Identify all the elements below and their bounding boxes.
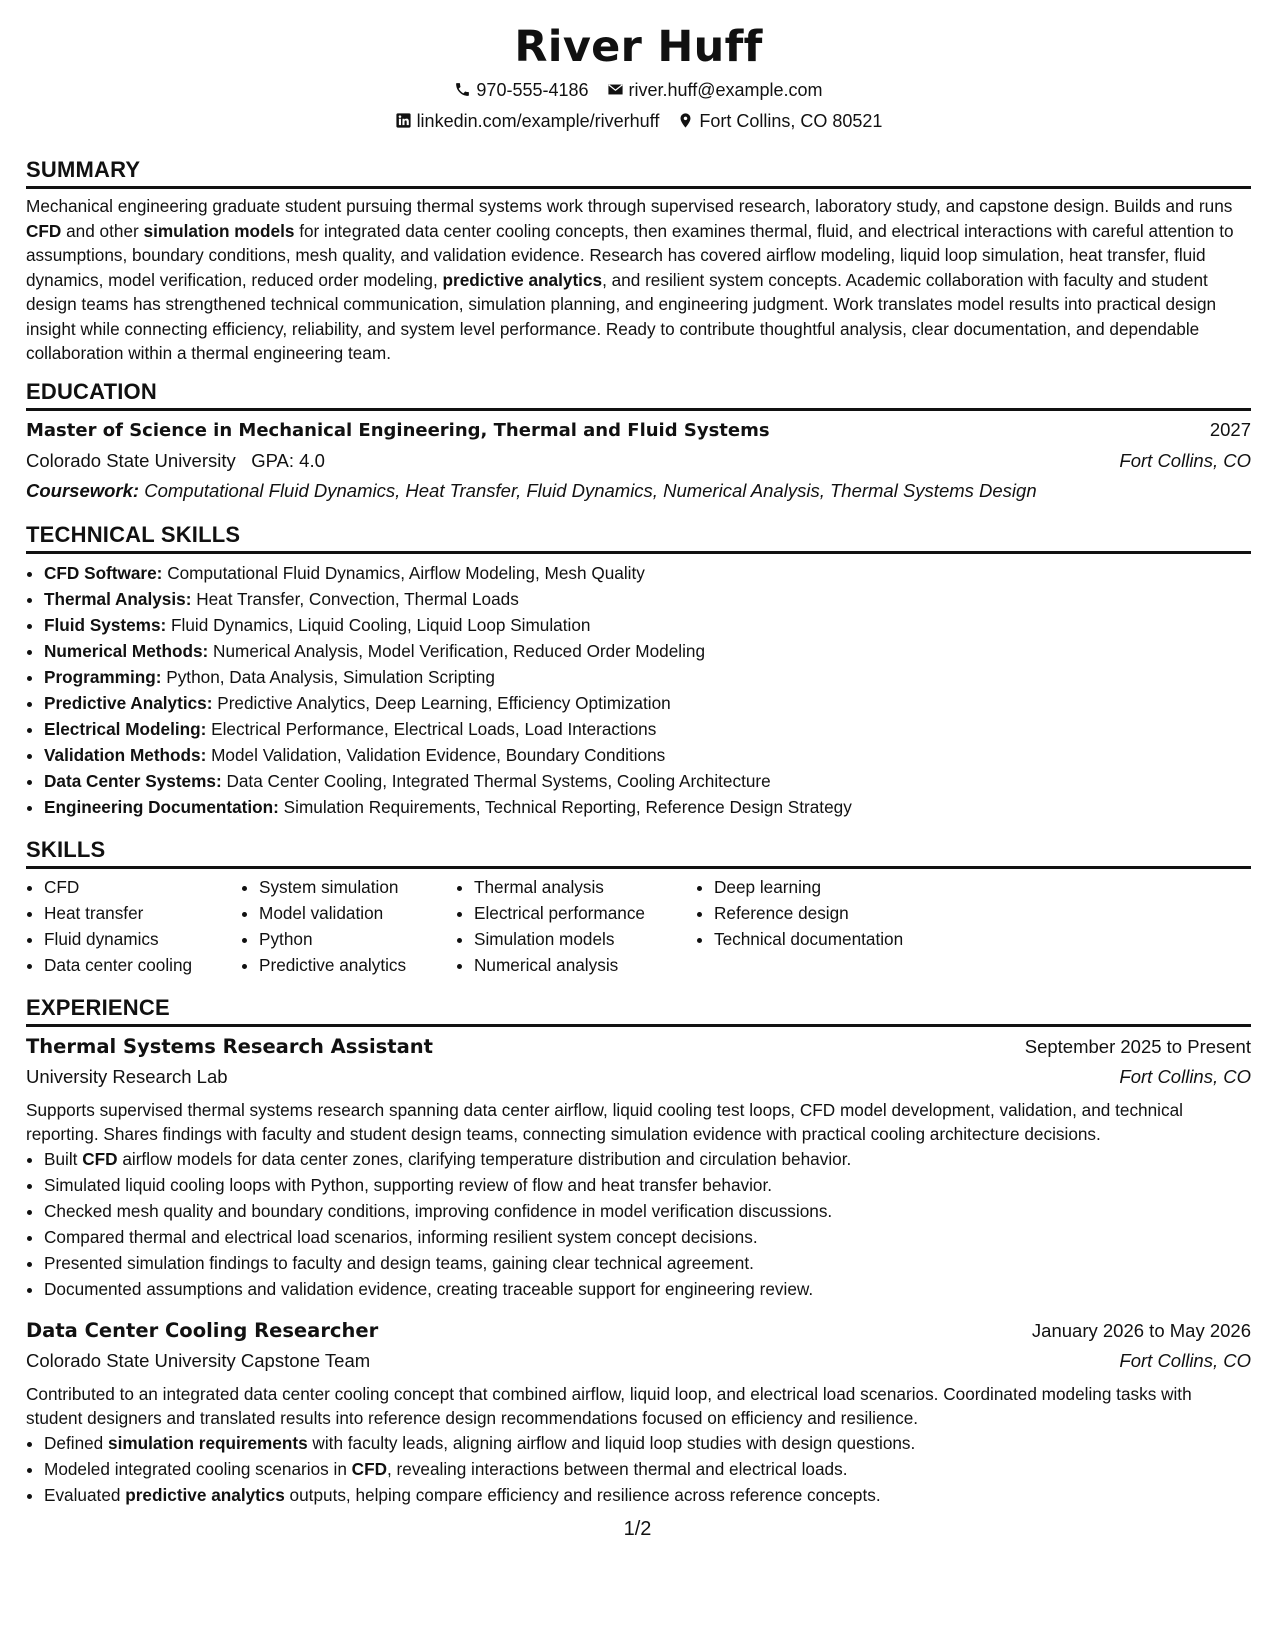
skill-value: Data Center Cooling, Integrated Thermal Systems, Cooling Architecture <box>221 770 771 791</box>
skills-column-1 <box>26 874 241 978</box>
resume-content <box>26 20 1251 1508</box>
list-item: • Fluid dynamics <box>44 926 241 952</box>
page-number: 1/2 <box>623 1518 652 1540</box>
job-dates: January 2026 to May 2026 <box>1031 1319 1251 1341</box>
summary-section <box>26 156 1251 366</box>
school-info <box>26 446 325 476</box>
bullet-text: , revealing interactions between thermal and electrical loads. <box>386 1458 848 1479</box>
job-header <box>26 1316 1251 1346</box>
school-location: Fort Collins, CO <box>1119 449 1251 471</box>
list-item: • Deep learning <box>714 874 974 900</box>
bullet-text: with faculty leads, aligning airflow and liquid loop studies with design questions. <box>307 1432 916 1453</box>
skill-value: Heat Transfer, Convection, Thermal Loads <box>191 588 519 609</box>
skill-value: Simulation Requirements, Technical Reporting, Reference Design Strategy <box>278 796 852 817</box>
list-item <box>44 1430 1251 1456</box>
summary-heading: SUMMARY <box>26 156 1251 189</box>
skills-section <box>26 836 1251 978</box>
location-text: Fort Collins, CO 80521 <box>699 110 883 131</box>
phone-item <box>454 78 588 102</box>
list-item <box>44 638 1251 664</box>
skill-value: Electrical Performance, Electrical Loads, Load Interactions <box>206 718 657 739</box>
email-text[interactable]: river.huff@example.com <box>628 79 823 100</box>
location-item <box>677 109 882 133</box>
skill-label: Predictive Analytics: <box>44 692 213 713</box>
coursework-label: Coursework: <box>26 479 140 501</box>
list-item: • Thermal analysis <box>474 874 696 900</box>
list-item: • Reference design <box>714 900 974 926</box>
job-description: Contributed to an integrated data center cooling concept that combined airflow, liquid loop, and electrical load scenarios. Coordinated modeling tasks with student designers and translated results into reference design recommendations focused on efficiency and resilience. <box>26 1383 1192 1428</box>
bullet-bold: CFD <box>351 1458 387 1479</box>
list-item <box>44 716 1251 742</box>
list-item: • Python <box>259 926 456 952</box>
bullet-bold: CFD <box>82 1148 118 1169</box>
summary-part: Mechanical engineering graduate student pursuing thermal systems work through supervised research, laboratory study, and capstone design. Builds and runs <box>26 196 1233 216</box>
degree-row <box>26 415 1251 446</box>
bullet-text: Modeled integrated cooling scenarios in <box>44 1458 352 1479</box>
job-bullets <box>26 1430 1251 1508</box>
bullet-bold: predictive analytics <box>125 1484 285 1505</box>
bullet-text: airflow models for data center zones, clarifying temperature distribution and circulation behavior. <box>117 1148 852 1169</box>
linkedin-item[interactable] <box>395 109 660 133</box>
school-name: Colorado State University <box>26 449 236 471</box>
envelope-icon <box>607 81 624 98</box>
linkedin-text[interactable]: linkedin.com/example/riverhuff <box>416 110 660 131</box>
skill-value: Computational Fluid Dynamics, Airflow Modeling, Mesh Quality <box>162 562 645 583</box>
contact-row-1 <box>26 74 1251 105</box>
skill-label: Fluid Systems: <box>44 614 167 635</box>
job-organization: Colorado State University Capstone Team <box>26 1349 371 1371</box>
bullet-text: Evaluated <box>44 1484 126 1505</box>
job-title: Thermal Systems Research Assistant <box>26 1034 433 1058</box>
phone-icon <box>454 81 471 98</box>
list-item: • Numerical analysis <box>474 952 696 978</box>
list-item: • CFD <box>44 874 241 900</box>
list-item <box>44 794 1251 820</box>
bullet-bold: simulation requirements <box>108 1432 308 1453</box>
job-header <box>26 1032 1251 1062</box>
list-item: • Technical documentation <box>714 926 974 952</box>
school-row <box>26 446 1251 476</box>
job-org-row <box>26 1346 1251 1376</box>
job-entry <box>26 1316 1251 1508</box>
skill-value: Fluid Dynamics, Liquid Cooling, Liquid Loop Simulation <box>166 614 591 635</box>
bullet-text: outputs, helping compare efficiency and resilience across reference concepts. <box>284 1484 881 1505</box>
skill-label: CFD Software: <box>44 562 163 583</box>
list-item: • Simulation models <box>474 926 696 952</box>
job-description: Supports supervised thermal systems research spanning data center airflow, liquid cooling test loops, CFD model development, validation, and technical reporting. Shares findings with faculty and student design teams, connecting simulation evidence with practical cooling architecture decisions. <box>26 1099 1183 1144</box>
skill-label: Electrical Modeling: <box>44 718 207 739</box>
list-item <box>44 742 1251 768</box>
email-item[interactable] <box>607 78 823 102</box>
list-item: • Simulated liquid cooling loops with Python, supporting review of flow and heat transfer behavior. <box>44 1172 1251 1198</box>
skill-label: Validation Methods: <box>44 744 207 765</box>
graduation-year: 2027 <box>1209 418 1251 440</box>
list-item <box>44 1146 1251 1172</box>
job-org-row <box>26 1062 1251 1092</box>
coursework <box>26 476 1251 505</box>
summary-bold: simulation models <box>143 220 295 241</box>
list-item <box>44 690 1251 716</box>
technical-skills-heading: TECHNICAL SKILLS <box>26 521 1251 554</box>
list-item: • Model validation <box>259 900 456 926</box>
skill-value: Predictive Analytics, Deep Learning, Efficiency Optimization <box>212 692 671 713</box>
summary-part: for integrated data center cooling concepts, then examines thermal, fluid, and electrical interactions with careful attention to assumptions, boundary conditions, mesh quality, and validation evidence. Research has covered airflow modeling, liquid loop simulation, heat transfer, fluid dynamics, model verification, reduced order modeling, <box>26 220 1234 290</box>
education-heading: EDUCATION <box>26 378 1251 411</box>
job-title: Data Center Cooling Researcher <box>26 1318 379 1342</box>
list-item: • Presented simulation findings to faculty and design teams, gaining clear technical agreement. <box>44 1250 1251 1276</box>
skills-grid <box>26 874 1251 978</box>
bullet-text: Defined <box>44 1432 109 1453</box>
job-location: Fort Collins, CO <box>1119 1349 1251 1371</box>
experience-heading: EXPERIENCE <box>26 994 1251 1027</box>
skill-label: Numerical Methods: <box>44 640 209 661</box>
list-item: • Documented assumptions and validation evidence, creating traceable support for engineering review. <box>44 1276 1251 1302</box>
skills-column-4 <box>696 874 974 978</box>
skill-label: Engineering Documentation: <box>44 796 279 817</box>
degree-title: Master of Science in Mechanical Engineering, Thermal and Fluid Systems <box>26 419 770 441</box>
skills-column-3 <box>456 874 696 978</box>
summary-text <box>26 194 1251 366</box>
bullet-text: Built <box>44 1148 83 1169</box>
list-item <box>44 664 1251 690</box>
list-item: • Heat transfer <box>44 900 241 926</box>
summary-part: and other <box>61 220 144 241</box>
skills-heading: SKILLS <box>26 836 1251 869</box>
list-item <box>44 768 1251 794</box>
linkedin-icon <box>395 112 412 129</box>
technical-skills-section <box>26 521 1251 820</box>
skill-value: Numerical Analysis, Model Verification, Reduced Order Modeling <box>208 640 706 661</box>
list-item <box>44 586 1251 612</box>
experience-section <box>26 994 1251 1508</box>
job-dates: September 2025 to Present <box>1024 1035 1251 1057</box>
skill-value: Model Validation, Validation Evidence, Boundary Conditions <box>206 744 666 765</box>
list-item: • Checked mesh quality and boundary conditions, improving confidence in model verification discussions. <box>44 1198 1251 1224</box>
list-item: • System simulation <box>259 874 456 900</box>
coursework-list: Computational Fluid Dynamics, Heat Transfer, Fluid Dynamics, Numerical Analysis, Thermal Systems Design <box>139 479 1037 501</box>
skill-label: Programming: <box>44 666 162 687</box>
job-location: Fort Collins, CO <box>1119 1065 1251 1087</box>
list-item: • Electrical performance <box>474 900 696 926</box>
job-entry <box>26 1032 1251 1302</box>
list-item: • Compared thermal and electrical load scenarios, informing resilient system concept decisions. <box>44 1224 1251 1250</box>
skill-value: Python, Data Analysis, Simulation Scripting <box>161 666 495 687</box>
gpa: GPA: 4.0 <box>251 449 325 471</box>
summary-bold: predictive analytics <box>442 269 603 290</box>
map-pin-icon <box>677 112 694 129</box>
list-item <box>44 1456 1251 1482</box>
contact-row-2 <box>26 105 1251 136</box>
list-item: • Predictive analytics <box>259 952 456 978</box>
skill-label: Thermal Analysis: <box>44 588 192 609</box>
candidate-name: River Huff <box>514 22 763 72</box>
summary-bold: CFD <box>26 220 62 241</box>
technical-skills-list <box>26 560 1251 820</box>
job-bullets <box>26 1146 1251 1302</box>
skill-label: Data Center Systems: <box>44 770 222 791</box>
list-item <box>44 560 1251 586</box>
skills-column-2 <box>241 874 456 978</box>
phone-text: 970-555-4186 <box>476 79 589 100</box>
list-item <box>44 1482 1251 1508</box>
list-item: • Data center cooling <box>44 952 241 978</box>
summary-part: , and resilient system concepts. Academic collaboration with faculty and student design teams has strengthened technical communication, simulation planning, and engineering judgment. Work translates model results into practical design insight while connecting efficiency, reliability, and system level performance. Ready to contribute thoughtful analysis, clear documentation, and dependable collaboration within a thermal engineering team. <box>26 269 1217 363</box>
job-organization: University Research Lab <box>26 1065 228 1087</box>
list-item <box>44 612 1251 638</box>
education-section <box>26 378 1251 505</box>
